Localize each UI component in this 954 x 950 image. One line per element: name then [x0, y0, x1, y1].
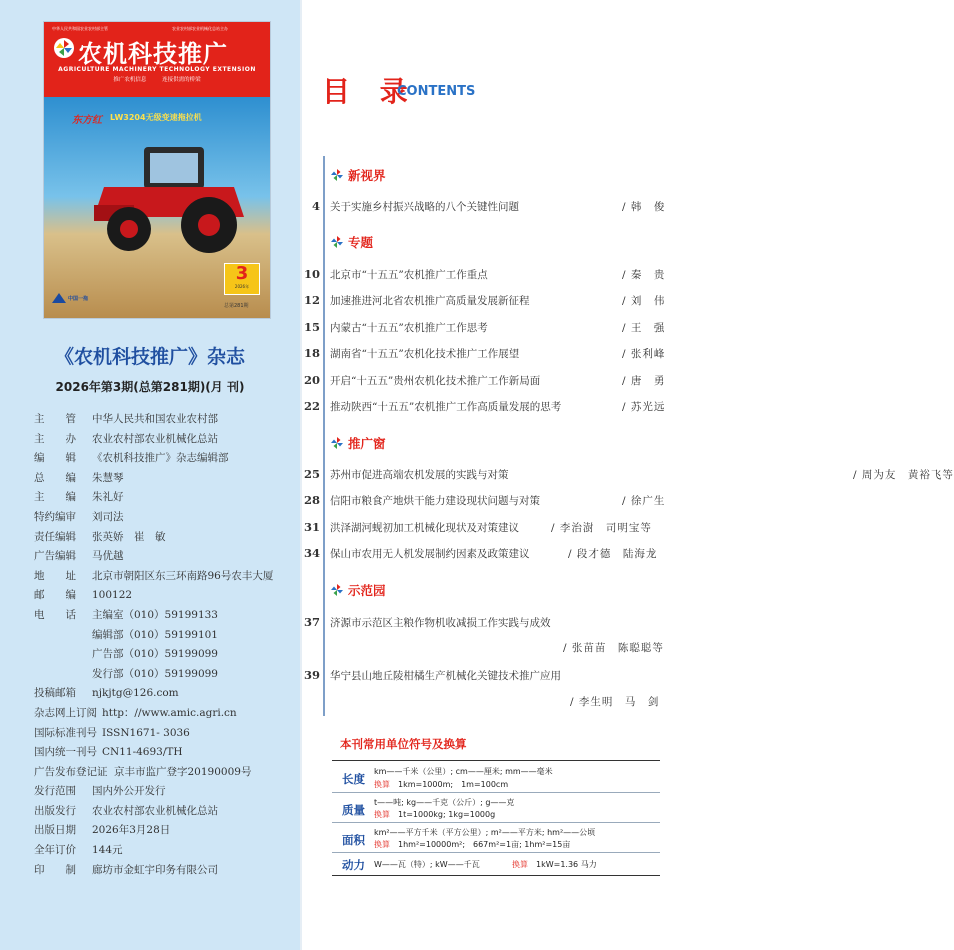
conversion-label: 换算: [374, 780, 390, 789]
toc-item[interactable]: [300, 199, 733, 217]
toc-item[interactable]: [300, 668, 733, 686]
info-label: 责任编辑: [34, 530, 76, 543]
info-value: 100122: [92, 589, 133, 602]
info-row: [34, 821, 296, 841]
info-row: [34, 567, 296, 587]
info-row: [34, 488, 296, 508]
section-title: 示范园: [348, 583, 386, 598]
info-label: 投稿邮箱: [34, 687, 76, 700]
toc-article-title: 推动陕西“十五五”农机推广工作高质量发展的思考: [330, 401, 562, 413]
info-value: 刘司法: [92, 510, 124, 523]
toc-page: 4: [311, 199, 320, 213]
info-label: 地 址: [34, 569, 76, 582]
tractor-icon: [84, 137, 254, 257]
info-value: 农业农村部农业机械化总站: [92, 432, 218, 445]
info-label: 电 话: [34, 608, 76, 621]
info-row: [34, 528, 296, 548]
info-row: [34, 802, 296, 822]
toc-item[interactable]: [300, 346, 733, 364]
toc-item[interactable]: [300, 399, 733, 417]
toc-page: 10: [303, 267, 320, 281]
info-value: 2026年3月28日: [92, 824, 171, 837]
info-label: 发行范围: [34, 785, 76, 798]
toc-author: / 李生明 马 剑: [570, 696, 660, 708]
toc-item[interactable]: [300, 546, 733, 564]
info-label: 杂志网上订阅: [34, 706, 97, 719]
info-value: 廊坊市金虹宇印务有限公司: [92, 863, 218, 876]
units-table: [332, 760, 660, 876]
info-label: 特约编审: [34, 510, 76, 523]
toc-article-title: 关于实施乡村振兴战略的八个关键性问题: [330, 201, 519, 213]
toc-author: / 唐 勇: [622, 375, 666, 387]
cover-header: [44, 22, 270, 97]
toc-page: 22: [303, 399, 320, 413]
conversion-value: 1t=1000kg; 1kg=1000g: [398, 810, 496, 819]
toc-article-title: 信阳市粮食产地烘干能力建设现状问题与对策: [330, 495, 540, 507]
info-row: [34, 547, 296, 567]
unit-row: [332, 823, 660, 853]
toc-item[interactable]: [300, 467, 954, 485]
pinwheel-icon: [330, 583, 344, 597]
toc-article-title: 开启“十五五”贵州农机化技术推广工作新局面: [330, 375, 541, 387]
toc-item[interactable]: [300, 293, 733, 311]
cover-slogan-left: 推广农机信息: [113, 77, 147, 83]
conversion-value: 1kW=1.36 马力: [536, 860, 597, 869]
info-label: 总 编: [34, 471, 76, 484]
info-row: [34, 743, 296, 763]
cover-total-issue: 总第281期: [224, 303, 249, 309]
toc-author: / 秦 贵: [622, 269, 666, 281]
info-value: njkjtg@126.com: [92, 687, 179, 700]
info-value: 主编室（010）59199133: [92, 608, 218, 621]
toc-author: / 段才德 陆海龙: [568, 548, 658, 560]
info-value: 144元: [92, 844, 123, 857]
issue-line: 2026年第3期(总第281期)(月 刊): [55, 380, 245, 394]
cover-slogan: [44, 75, 270, 83]
toc-article-title: 北京市“十五五”农机推广工作重点: [330, 269, 488, 281]
toc-item[interactable]: [300, 615, 733, 633]
cover-image: [44, 22, 270, 318]
info-label: 印 制: [34, 863, 76, 876]
conversion-label: 换算: [512, 860, 528, 869]
info-row: [34, 469, 296, 489]
toc-page: 12: [303, 293, 320, 307]
toc-author: / 张利峰: [622, 348, 666, 360]
info-value: 中华人民共和国农业农村部: [92, 413, 218, 425]
phone-row: 发行部（010）59199099: [92, 667, 218, 680]
unit-row: [332, 761, 660, 793]
info-value: 北京市朝阳区东三环南路96号农丰大厦: [92, 569, 274, 582]
toc-item[interactable]: [300, 520, 733, 538]
toc-article-title: 内蒙古“十五五”农机推广工作思考: [330, 322, 488, 334]
cover-maker: 中国一拖: [68, 296, 89, 302]
toc-page: 39: [303, 668, 320, 682]
info-label: 主 管: [34, 413, 76, 425]
info-label: 出版日期: [34, 824, 76, 837]
cover-title-en: AGRICULTURE MACHINERY TECHNOLOGY EXTENSION: [58, 66, 256, 73]
unit-conversion: [512, 859, 597, 870]
unit-label: 面积: [342, 833, 365, 847]
info-value: http：//www.amic.agri.cn: [102, 706, 237, 719]
unit-definition: W——瓦（特）; kW——千瓦: [374, 860, 480, 869]
toc-item[interactable]: [300, 373, 733, 391]
unit-conversion: [374, 779, 508, 790]
toc-page: 15: [303, 320, 320, 334]
toc-page: 25: [303, 467, 320, 481]
pinwheel-icon: [330, 168, 344, 182]
unit-definition: km²——平方千米（平方公里）; m²——平方米; hm²——公顷: [374, 828, 596, 837]
cover-brand: 东方红: [72, 115, 102, 126]
info-value: 马优越: [92, 550, 124, 563]
info-label: 广告编辑: [34, 550, 76, 563]
info-row: [34, 684, 296, 704]
info-label: 广告发布登记证: [34, 765, 108, 778]
yto-logo-icon: [52, 293, 66, 303]
info-row: [34, 430, 296, 450]
info-row: [34, 763, 296, 783]
info-label: 全年订价: [34, 844, 76, 857]
toc-article-title: 洪泽湖河蚬初加工机械化现状及对策建议: [330, 522, 519, 534]
info-label: 主 编: [34, 491, 76, 504]
info-row: [34, 449, 296, 469]
info-row: [34, 508, 296, 528]
cover-small-right: 农业农村部农业机械化总站主办: [172, 26, 228, 31]
info-label: 编 辑: [34, 452, 76, 465]
cover-small-left: 中华人民共和国农业农村部主管: [52, 26, 108, 31]
pinwheel-icon: [330, 235, 344, 249]
toc-author: / 张苗苗 陈聪聪等: [563, 642, 664, 654]
unit-row: [332, 853, 660, 875]
pinwheel-logo-icon: [54, 38, 74, 58]
info-value: 《农机科技推广》杂志编辑部: [92, 452, 229, 465]
cover-issue-badge: [224, 263, 260, 295]
info-value: 农业农村部农业机械化总站: [92, 804, 218, 817]
toc-article-title: 苏州市促进高端农机发展的实践与对策: [330, 469, 509, 481]
masthead-info: [34, 410, 296, 880]
phone-row: 编辑部（010）59199101: [92, 628, 218, 641]
info-label: 主 办: [34, 432, 76, 445]
toc-author: / 苏光远: [622, 401, 666, 413]
tractor-photo: [44, 97, 270, 318]
toc-page: 18: [303, 346, 320, 360]
units-heading: 本刊常用单位符号及换算: [340, 737, 467, 751]
info-label: 邮 编: [34, 589, 76, 602]
section-title: 专题: [348, 235, 374, 250]
conversion-label: 换算: [374, 840, 390, 849]
cover-slogan-right: 连接供需的桥梁: [162, 77, 201, 83]
toc-page: 37: [303, 615, 320, 629]
unit-label: 长度: [342, 772, 365, 786]
magazine-name: 《农机科技推广》杂志: [54, 346, 245, 368]
toc-author: / 李治澍 司明宝等: [551, 522, 652, 534]
info-value: CN11-4693/TH: [102, 746, 183, 759]
info-label: 国内统一刊号: [34, 746, 97, 759]
cover-issue-number: 3: [235, 263, 249, 284]
info-row: [34, 841, 296, 861]
cover-model: LW3204无级变速拖拉机: [110, 113, 202, 122]
toc-author-line: [300, 640, 733, 658]
unit-row: [332, 793, 660, 823]
toc-article-title: 华宁县山地丘陵柑橘生产机械化关键技术推广应用: [330, 670, 561, 682]
info-value: 朱礼好: [92, 491, 124, 504]
toc-item[interactable]: [300, 320, 733, 338]
info-value: ISSN1671- 3036: [102, 726, 190, 739]
conversion-value: 1hm²=10000m²; 667m²=1亩; 1hm²=15亩: [398, 840, 571, 849]
cover-issue-year: 2026年: [234, 284, 250, 289]
info-row: [34, 724, 296, 744]
section-title: 新视界: [348, 168, 386, 183]
conversion-label: 换算: [374, 810, 390, 819]
info-row: [34, 782, 296, 802]
toc-author: / 周为友 黄裕飞等: [853, 469, 954, 481]
section-heading: [330, 433, 386, 453]
unit-conversion: [374, 809, 495, 820]
info-label: 国际标准刊号: [34, 726, 97, 739]
toc-article-title: 湖南省“十五五”农机化技术推广工作展望: [330, 348, 520, 360]
unit-label: 动力: [342, 858, 365, 872]
section-heading: [330, 580, 386, 600]
info-row: [34, 861, 296, 881]
toc-title-en: CONTENTS: [397, 84, 476, 99]
toc-page: 28: [303, 493, 320, 507]
toc-article-title: 加速推进河北省农机推广高质量发展新征程: [330, 295, 530, 307]
info-row: [34, 410, 296, 430]
toc-item[interactable]: [300, 267, 733, 285]
pinwheel-icon: [330, 436, 344, 450]
conversion-value: 1km=1000m; 1m=100cm: [398, 780, 509, 789]
section-heading: [330, 232, 373, 252]
info-value: 国内外公开发行: [92, 785, 166, 798]
toc-page: 34: [303, 546, 320, 560]
unit-definition: km——千米（公里）; cm——厘米; mm——毫米: [374, 767, 553, 776]
phone-row: 广告部（010）59199099: [92, 648, 218, 661]
info-value: 朱慧琴: [92, 471, 124, 484]
toc-title: 目 录: [322, 75, 418, 108]
section-title: 推广窗: [348, 436, 386, 451]
section-heading: [330, 165, 386, 185]
toc-author: / 韩 俊: [622, 201, 666, 213]
toc-item[interactable]: [300, 493, 733, 511]
unit-definition: t——吨; kg——千克（公斤）; g——克: [374, 798, 515, 807]
cover-title: 农机科技推广: [78, 40, 228, 68]
info-row: [34, 606, 296, 626]
unit-conversion: [374, 839, 570, 850]
toc-article-title: 济源市示范区主粮作物机收减损工作实践与成效: [330, 617, 551, 629]
toc-page: 31: [303, 520, 320, 534]
toc-author: / 刘 伟: [622, 295, 666, 307]
toc-author: / 徐广生: [622, 495, 666, 507]
info-value: 京丰市监广登字20190009号: [114, 765, 252, 778]
toc-article-title: 保山市农用无人机发展制约因素及政策建议: [330, 548, 530, 560]
toc-author-line: [300, 694, 733, 712]
info-label: 出版发行: [34, 804, 76, 817]
info-row: [34, 704, 296, 724]
unit-label: 质量: [342, 803, 365, 817]
toc-author: / 王 强: [622, 322, 666, 334]
info-value: 张英娇 崔 敏: [92, 530, 166, 543]
toc-page: 20: [303, 373, 320, 387]
info-row: [34, 586, 296, 606]
